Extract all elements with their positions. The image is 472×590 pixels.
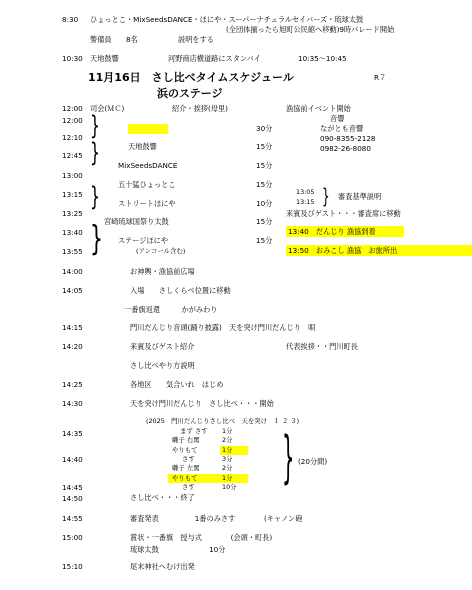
page-subtitle: 浜のステージ: [157, 87, 223, 100]
time-1210: 12:10: [62, 133, 83, 142]
time-1445: 14:45: [62, 483, 83, 492]
act-dur-1: 15分: [256, 142, 273, 151]
omikoshi-plaza: お神輿・漁協前広場: [130, 267, 195, 276]
raihin-label: 来賓及びゲスト・・・審査席に移動: [286, 209, 401, 218]
ryukyu-text: 琉球太鼓 10分: [130, 545, 226, 554]
time-1425: 14:25: [62, 380, 83, 389]
time-1355: 13:55: [62, 247, 83, 256]
time-0830: 8:30: [62, 15, 79, 24]
mc-label: 司会(ＭＣ): [90, 104, 125, 113]
time-1315-r: 13:15: [296, 198, 315, 206]
act-name-6: ステージほにや: [118, 236, 169, 245]
time-1455: 14:55: [62, 514, 83, 523]
nagatomo-label: ながとも音響: [320, 124, 364, 133]
kiai-text: 各地区 気合いれ はじめ: [130, 380, 224, 389]
results-text: 審査発表 1番のみさす (キャノン砲: [130, 514, 303, 523]
brace-1: }: [90, 111, 100, 141]
sashi-end: さし比べ・・・終了: [130, 493, 195, 502]
daihyo-text: 代表挨拶・・門川町長: [286, 342, 358, 351]
sashi-row-5-l: やりもて: [172, 474, 198, 482]
act-dur-2: 15分: [256, 161, 273, 170]
sashi-row-4-r: 2分: [222, 464, 233, 472]
act-name-4: ストリートほにや: [118, 199, 176, 208]
award-text: 賞状・一番旗 授与式 (会頭・町長): [130, 533, 273, 542]
time-1305: 13:05: [296, 188, 315, 196]
time-1245: 12:45: [62, 151, 83, 160]
time-1405: 14:05: [62, 286, 83, 295]
sashi-total: (20分間): [298, 457, 328, 466]
sashi-row-1-l: 囃子 右罵: [172, 436, 200, 444]
act-dur-4: 10分: [256, 199, 273, 208]
guard-count: 8名: [126, 35, 138, 44]
parade-line-2: (全団体揃ったら旭町公民館へ移動)9時パレード開始: [226, 25, 395, 34]
encore-note: (アンコール含む): [136, 247, 186, 255]
time-1200-b: 12:00: [62, 116, 83, 125]
time-1315: 13:15: [62, 190, 83, 199]
time-1500: 15:00: [62, 533, 83, 542]
parade-line-1: ひょっとこ・MixSeedsDANCE・ほにや・スーパーナチュラルセイバーズ・琉球太鼓: [90, 15, 364, 24]
brace-right: }: [322, 184, 330, 208]
time-1325: 13:25: [62, 209, 83, 218]
sashi-row-2-r: 1分: [222, 446, 233, 454]
depart-text: 尾末神社へむけ出発: [130, 562, 195, 571]
ondo-text: 門川だんじり音頭(踊り披露) 天を突け門川だんじり 唄: [130, 323, 316, 332]
time-1435: 14:35: [62, 429, 83, 438]
act-dur-5: 15分: [256, 217, 273, 226]
sashi-row-3-l: さす: [182, 455, 195, 463]
act-dur-0: 30分: [256, 124, 273, 133]
danjiri-arrival: 13:40 だんじり 漁協到着: [288, 227, 376, 236]
sashi-row-0-r: 1分: [222, 427, 233, 435]
howto-text: さし比べやり方説明: [130, 361, 195, 370]
time-1300: 13:00: [62, 171, 83, 180]
guest-intro: 来賓及びゲスト紹介: [130, 342, 195, 351]
time-1030: 10:30: [62, 54, 83, 63]
sashi-row-0-l: まず さす: [180, 427, 208, 435]
r7-label: R７: [374, 73, 387, 82]
sashi-row-6-l: さす: [182, 483, 195, 491]
standby-text: 河野商店横道路にスタンバイ: [168, 54, 261, 63]
sashi-row-1-r: 2分: [222, 436, 233, 444]
time-1430: 14:30: [62, 399, 83, 408]
time-1415: 14:15: [62, 323, 83, 332]
tel-2: 0982-26-8080: [320, 144, 371, 153]
sashi-row-2-l: やりもて: [172, 446, 198, 454]
sashi-start: 天を突け門川だんじり さし比べ・・・開始: [130, 399, 274, 408]
guard-label: 警備員: [90, 35, 112, 44]
time-1510: 15:10: [62, 562, 83, 571]
shinsa-label: 審査基準説明: [338, 192, 382, 201]
act-name-1: 天地鼓響: [128, 142, 157, 151]
brace-4: }: [90, 219, 103, 259]
sashi-header: (2025 門川だんじりさし比べ 天を突け １ ２ ３): [146, 417, 300, 425]
act-name-3: 五十猛ひょっとこ: [118, 180, 176, 189]
time-1400: 14:00: [62, 267, 83, 276]
time-1340: 13:40: [62, 228, 83, 237]
onkyo-label: 音響: [330, 114, 345, 123]
entry-text: 入場 さしくらべ位置に移動: [130, 286, 231, 295]
mc-intro: 紹介・挨拶(母里): [172, 104, 228, 113]
guard-note: 説明をする: [178, 35, 214, 44]
flag-return: 一番旗返還 かがみわり: [124, 305, 218, 314]
time-1440: 14:40: [62, 455, 83, 464]
page-title: 11月16日 さし比べタイムスケジュール: [88, 71, 294, 84]
sashi-row-3-r: 3分: [222, 455, 233, 463]
standby-time: 10:35～10:45: [298, 54, 347, 63]
sashi-row-5-r: 1分: [222, 474, 233, 482]
brace-3: }: [90, 182, 100, 212]
time-1450: 14:50: [62, 494, 83, 503]
sashi-row-4-l: 囃子 左罵: [172, 464, 200, 472]
time-1420: 14:20: [62, 342, 83, 351]
act-name-2: MixSeedsDANCE: [118, 161, 178, 170]
sashi-row-6-r: 10分: [222, 483, 237, 491]
brace-2: }: [90, 138, 100, 168]
act-highlight: [128, 124, 168, 134]
tel-1: 090-8355-2128: [320, 134, 376, 143]
omikoshi-depart: 13:50 おみこし 漁協 お旅所出: [288, 246, 398, 255]
time-1200-a: 12:00: [62, 104, 83, 113]
brace-20min: }: [282, 425, 295, 490]
act-dur-6: 15分: [256, 236, 273, 245]
tenchi-label: 天地鼓響: [90, 54, 119, 63]
event-start: 漁協前イベント開始: [286, 104, 351, 113]
act-dur-3: 15分: [256, 180, 273, 189]
act-name-5: 宮崎琉球国祭り太鼓: [104, 217, 169, 226]
